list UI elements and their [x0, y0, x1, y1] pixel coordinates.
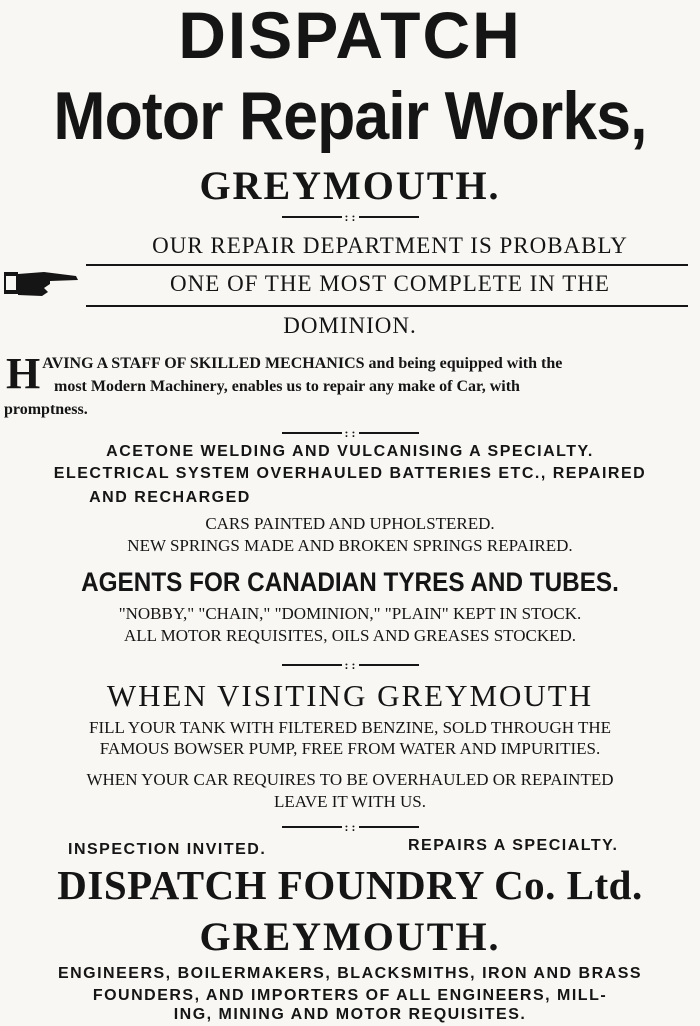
initial-letter: H — [6, 349, 41, 398]
staff-line-1: AVING A STAFF OF SKILLED MECHANICS and being equipped with the — [42, 355, 563, 372]
staff-line-2: most Modern Machinery, enables us to repair any make of Car, with — [54, 378, 520, 395]
title-motor-repair-works: Motor Repair Works, — [53, 78, 647, 154]
service-electrical-2: AND RECHARGED — [89, 489, 251, 506]
location-greymouth: GREYMOUTH. — [199, 163, 501, 208]
divider: : : — [0, 424, 700, 442]
service-welding: ACETONE WELDING AND VULCANISING A SPECIALTY. — [106, 443, 594, 460]
agents-brands: "NOBBY," "CHAIN," "DOMINION," "PLAIN" KEPT IN STOCK. — [118, 604, 582, 623]
repairs-specialty: REPAIRS A SPECIALTY. — [408, 837, 619, 854]
repair-line-3: DOMINION. — [283, 313, 417, 338]
repair-line-2: ONE OF THE MOST COMPLETE IN THE — [170, 271, 610, 296]
agents-requisites: ALL MOTOR REQUISITES, OILS AND GREASES STOCKED. — [123, 626, 577, 645]
staff-line-3: promptness. — [4, 401, 88, 418]
visiting-line-2: FAMOUS BOWSER PUMP, FREE FROM WATER AND IMPURITIES. — [99, 739, 601, 758]
visiting-line-4: LEAVE IT WITH US. — [273, 792, 427, 811]
footer-desc-1: ENGINEERS, BOILERMAKERS, BLACKSMITHS, IRON AND BRASS — [57, 965, 643, 982]
service-painted: CARS PAINTED AND UPHOLSTERED. — [205, 514, 495, 533]
service-electrical-1: ELECTRICAL SYSTEM OVERHAULED BATTERIES ETC., REPAIRED — [53, 465, 647, 482]
visiting-headline: WHEN VISITING GREYMOUTH — [106, 678, 594, 713]
visiting-line-1: FILL YOUR TANK WITH FILTERED BENZINE, SOLD THROUGH THE — [89, 718, 611, 737]
footer-desc-2: FOUNDERS, AND IMPORTERS OF ALL ENGINEERS, MILL- — [92, 987, 608, 1004]
rule-bottom — [86, 305, 688, 307]
title-dispatch: DISPATCH — [178, 0, 522, 72]
divider: : : — [0, 656, 700, 674]
visiting-line-3: WHEN YOUR CAR REQUIRES TO BE OVERHAULED OR REPAINTED — [86, 770, 614, 789]
footer-location: GREYMOUTH. — [199, 914, 501, 959]
agents-headline: AGENTS FOR CANADIAN TYRES AND TUBES. — [81, 567, 619, 597]
inspection-invited: INSPECTION INVITED. — [68, 841, 267, 858]
repair-line-1: OUR REPAIR DEPARTMENT IS PROBABLY — [152, 233, 628, 258]
divider: : : — [0, 208, 700, 226]
divider: : : — [0, 818, 700, 836]
rule-top — [86, 264, 688, 266]
company-name: DISPATCH FOUNDRY Co. Ltd. — [57, 862, 643, 908]
footer-desc-3: ING, MINING AND MOTOR REQUISITES. — [173, 1006, 527, 1023]
staff-paragraph — [4, 349, 696, 421]
service-springs: NEW SPRINGS MADE AND BROKEN SPRINGS REPAIRED. — [127, 536, 573, 555]
